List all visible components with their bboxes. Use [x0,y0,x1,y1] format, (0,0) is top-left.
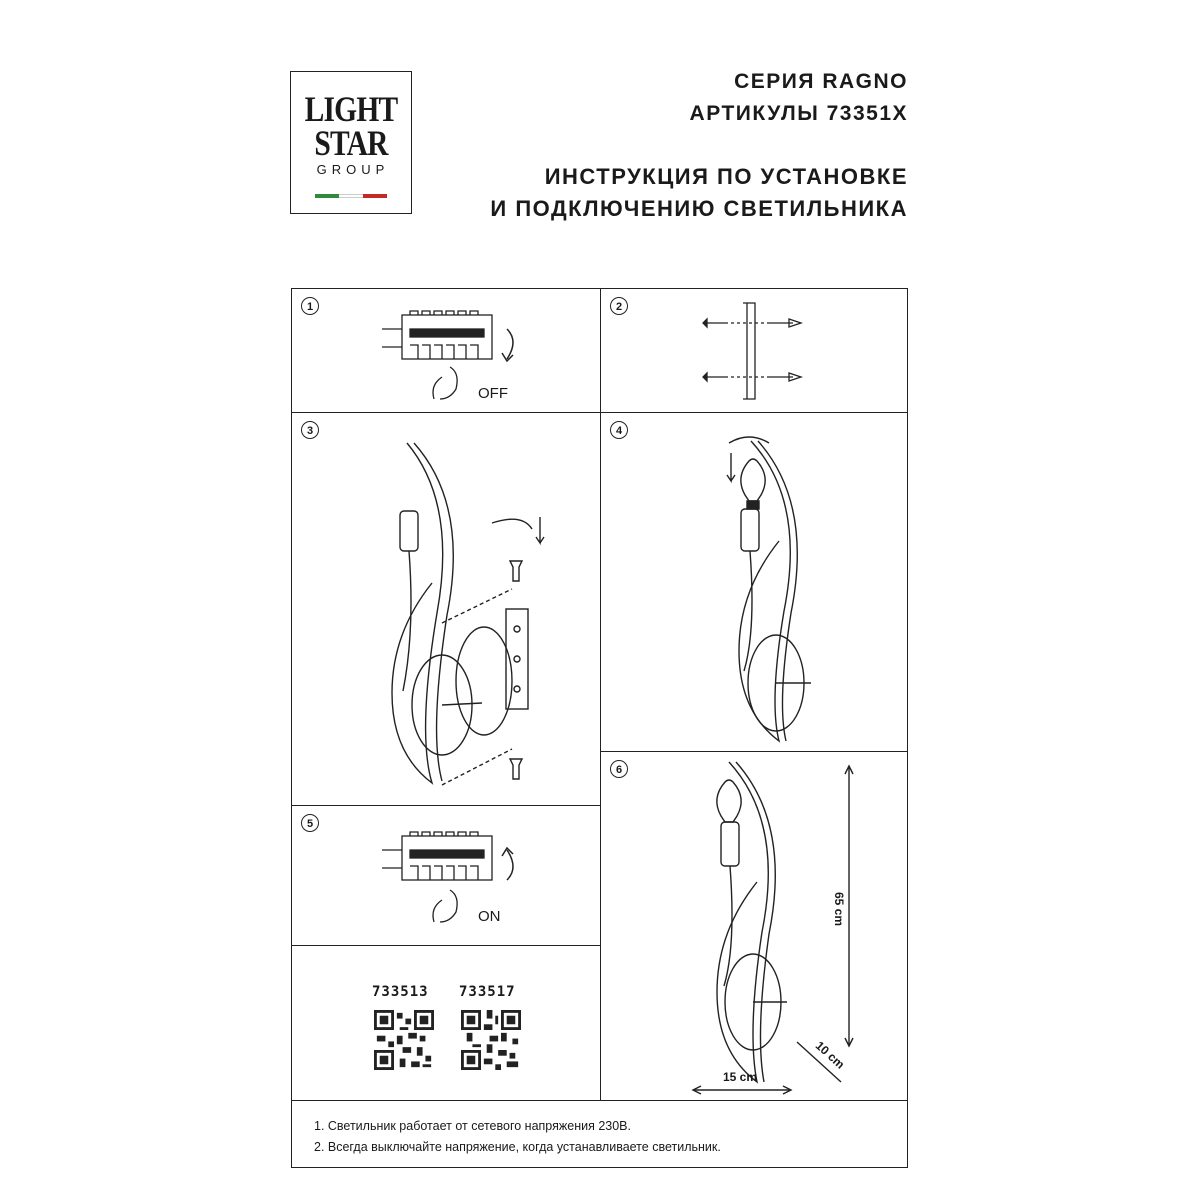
article-code-2: 733517 [459,984,516,1000]
width-dimension: 15 cm [723,1070,758,1084]
logo-word-group: GROUP [316,162,390,177]
step-6-panel [600,751,908,1101]
step-number: 6 [610,760,628,778]
step-number: 1 [301,297,319,315]
step-1-panel [291,288,601,413]
instruction-title-line2: И ПОДКЛЮЧЕНИЮ СВЕТИЛЬНИКА [490,196,908,221]
step-number: 5 [301,814,319,832]
circuit-breaker-on-illustration [292,806,602,947]
height-dimension: 65 cm [832,892,846,927]
note-voltage: 1. Светильник работает от сетевого напряжения 230В. [314,1119,631,1133]
depth-dimension: 10 cm [812,1038,848,1072]
series-title: СЕРИЯ RAGNO [734,70,908,93]
step-3-panel [291,412,601,806]
logo-word-light: LIGHT [304,89,398,129]
step-5-panel [291,805,601,946]
step-4-panel [600,412,908,752]
step-number: 4 [610,421,628,439]
italian-flag-icon [315,194,387,198]
notes-panel [291,1100,908,1168]
qr-code-733517[interactable] [461,1010,521,1070]
dimensions-illustration [601,752,909,1102]
logo-word-star: STAR [314,123,388,163]
qr-code-733513[interactable] [374,1010,434,1070]
step-2-panel [600,288,908,413]
step-number: 2 [610,297,628,315]
circuit-breaker-off-illustration [292,289,602,414]
off-label: OFF [478,385,508,402]
instruction-title-line1: ИНСТРУКЦИЯ ПО УСТАНОВКЕ [544,164,908,189]
note-safety: 2. Всегда выключайте напряжение, когда устанавливаете светильник. [314,1140,721,1154]
brand-logo [290,71,412,214]
articles-title: АРТИКУЛЫ 73351X [689,102,908,125]
mounting-bracket-illustration [601,289,909,414]
on-label: ON [478,908,501,925]
article-code-1: 733513 [372,984,429,1000]
qr-codes-panel [291,945,601,1101]
bulb-install-illustration [601,413,909,753]
wiring-and-mounting-illustration [292,413,602,807]
step-number: 3 [301,421,319,439]
